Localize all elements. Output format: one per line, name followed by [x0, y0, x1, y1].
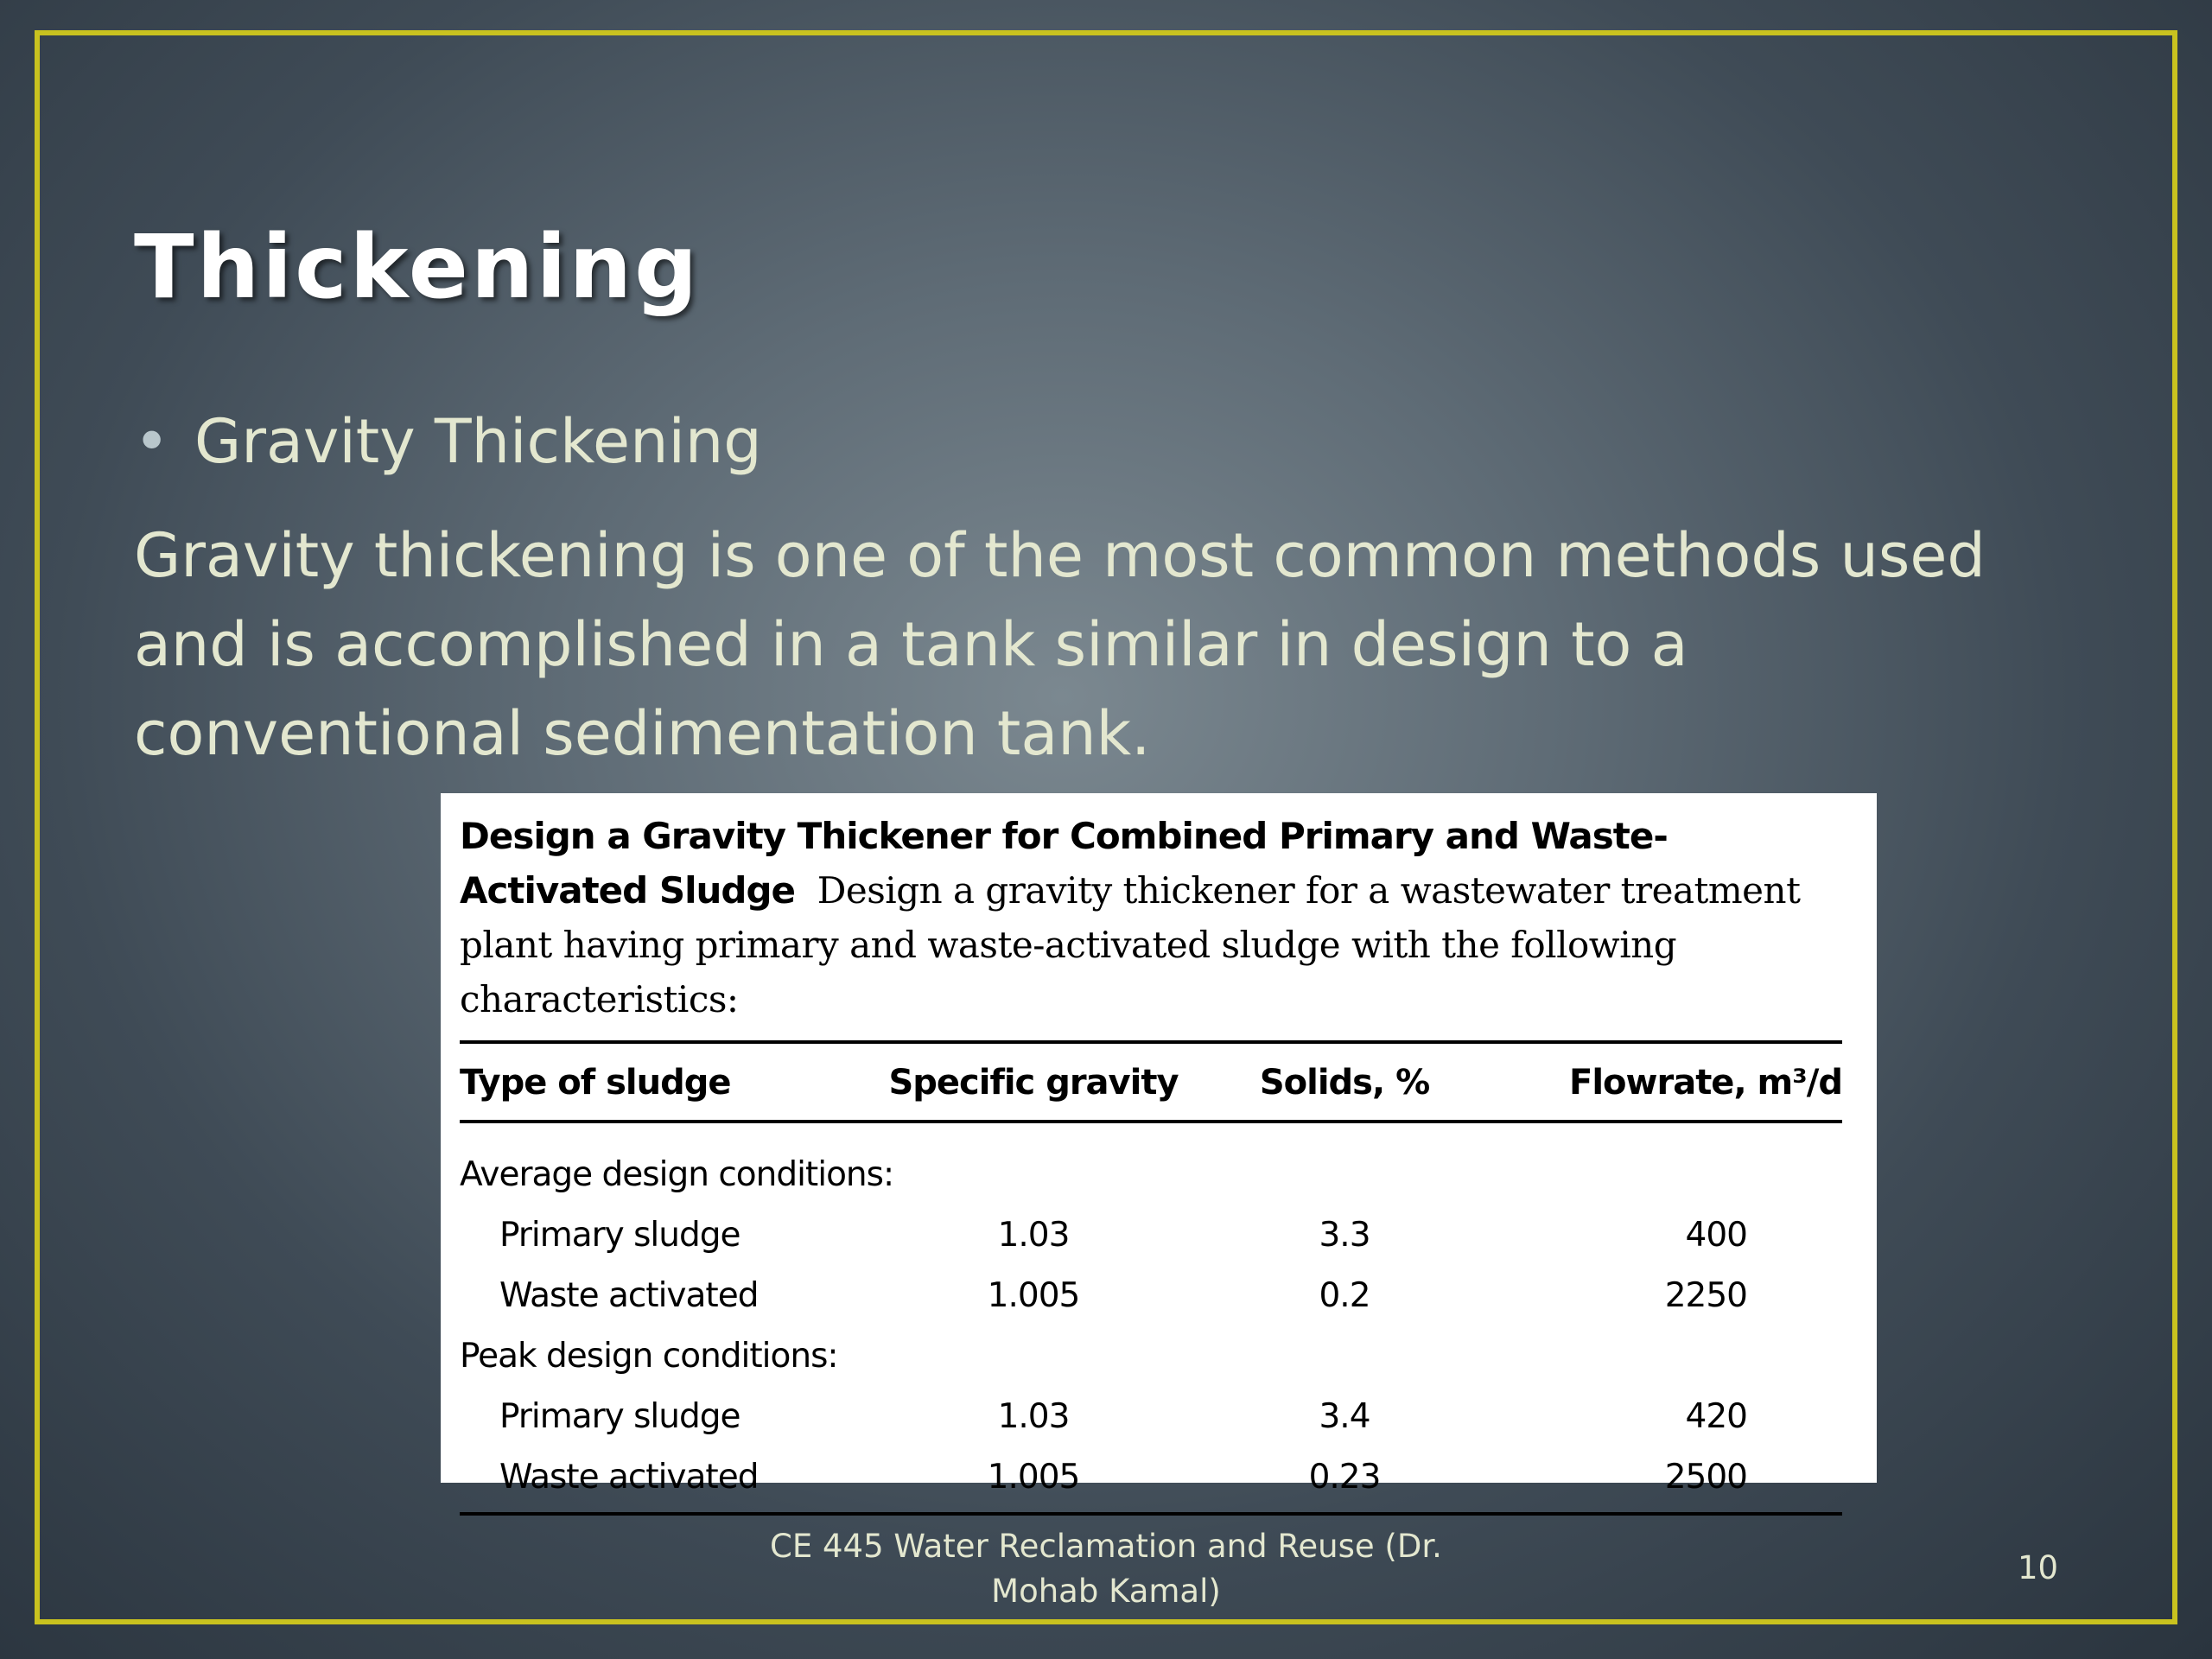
- column-header-specific-gravity: Specific gravity: [861, 1042, 1206, 1122]
- cell-specific-gravity: 1.03: [997, 1396, 1070, 1436]
- table-row: [460, 1446, 1842, 1514]
- cell-flowrate: 2500: [1483, 1446, 1842, 1514]
- body-paragraph: Gravity thickening is one of the most common methods used and is accomplished in a tank similar in design to a conventional sedimentation tank.: [134, 520, 1986, 769]
- cell-flowrate: 400: [1685, 1215, 1747, 1255]
- cell-type: Primary sludge: [499, 1215, 741, 1255]
- slide-title: Thickening: [134, 216, 701, 319]
- column-header-type: Type of sludge: [460, 1042, 861, 1122]
- cell-specific-gravity: 1.03: [997, 1215, 1070, 1255]
- example-scan-image: [441, 793, 1877, 1497]
- table-row: [460, 1386, 1842, 1446]
- cell-type: Waste activated: [499, 1275, 759, 1315]
- slide-footer: CE 445 Water Reclamation and Reuse (Dr. Mohab Kamal): [770, 1528, 1442, 1610]
- section-label-average: Average design conditions:: [460, 1154, 894, 1194]
- cell-flowrate: 2250: [1664, 1275, 1747, 1315]
- table-header-row: [460, 1042, 1842, 1122]
- section-row: [460, 1325, 1842, 1386]
- cell-specific-gravity: 1.005: [987, 1275, 1080, 1315]
- example-heading: Design a Gravity Thickener for Combined Primary and Waste-Activated Sludge: [460, 815, 1668, 912]
- table-row: [460, 1205, 1842, 1265]
- cell-solids: 0.23: [1206, 1446, 1483, 1514]
- page-number: 10: [2018, 1549, 2059, 1586]
- cell-solids: 0.2: [1319, 1275, 1370, 1315]
- cell-type: Primary sludge: [499, 1396, 741, 1436]
- bullet-text: Gravity Thickening: [194, 406, 762, 477]
- section-label-peak: Peak design conditions:: [460, 1336, 838, 1376]
- example-intro-text: Design a gravity thickener for a wastewater treatment plant having primary and waste-activated sludge with the following characteristics:: [460, 869, 1801, 1020]
- example-intro: [460, 809, 1842, 1027]
- bullet-item: [134, 406, 762, 477]
- cell-solids: 3.3: [1319, 1215, 1370, 1255]
- column-header-solids: Solids, %: [1206, 1042, 1483, 1122]
- cell-type: Waste activated: [460, 1446, 861, 1514]
- cell-solids: 3.4: [1319, 1396, 1370, 1436]
- sludge-table: [460, 1040, 1842, 1516]
- section-row: [460, 1122, 1842, 1205]
- column-header-flowrate: Flowrate, m³/d: [1483, 1042, 1842, 1122]
- table-row: [460, 1265, 1842, 1325]
- cell-flowrate: 420: [1685, 1396, 1747, 1436]
- bullet-dot-icon: •: [134, 406, 170, 477]
- cell-specific-gravity: 1.005: [861, 1446, 1206, 1514]
